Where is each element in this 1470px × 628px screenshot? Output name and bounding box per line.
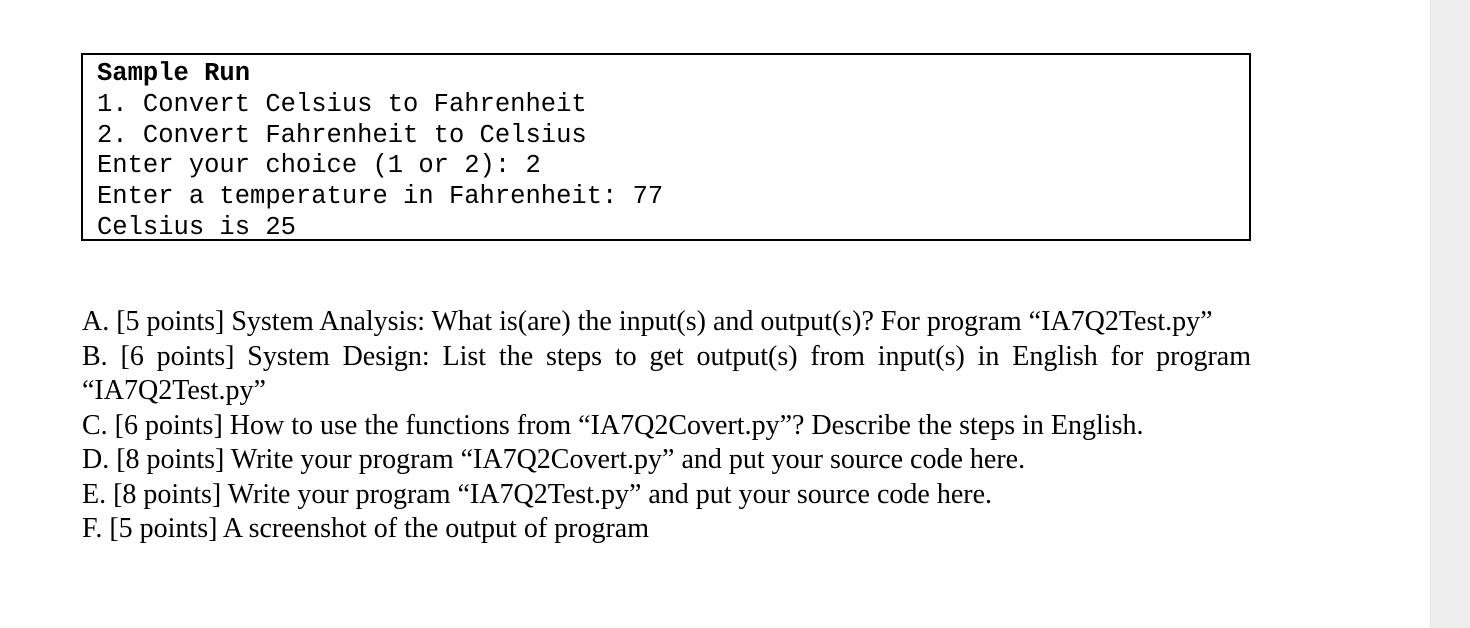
vertical-scrollbar[interactable]	[1430, 0, 1470, 628]
sample-run-box	[81, 53, 1251, 241]
sample-run-line: Enter your choice (1 or 2): 2	[97, 151, 541, 181]
sample-run-line: Celsius is 25	[97, 212, 296, 242]
sample-run-line: 1. Convert Celsius to Fahrenheit	[97, 89, 587, 119]
sample-run-title: Sample Run	[97, 59, 251, 88]
sample-run-line: 2. Convert Fahrenheit to Celsius	[97, 120, 587, 150]
question-d: D. [8 points] Write your program “IA7Q2Covert.py” and put your source code here.	[82, 444, 1026, 475]
sample-run-line: Enter a temperature in Fahrenheit: 77	[97, 182, 664, 212]
question-list	[82, 305, 1251, 547]
question-b: B. [6 points] System Design: List the steps to get output(s) from input(s) in English for program “IA7Q2Test.py”	[82, 340, 1251, 406]
question-f: F. [5 points] A screenshot of the output of program	[82, 513, 650, 544]
question-c: C. [6 points] How to use the functions from “IA7Q2Covert.py”? Describe the steps in English.	[82, 409, 1144, 441]
question-e: E. [8 points] Write your program “IA7Q2Test.py” and put your source code here.	[82, 478, 993, 510]
question-a: A. [5 points] System Analysis: What is(are) the input(s) and output(s)? For program “IA7Q2Test.py”	[82, 306, 1213, 337]
